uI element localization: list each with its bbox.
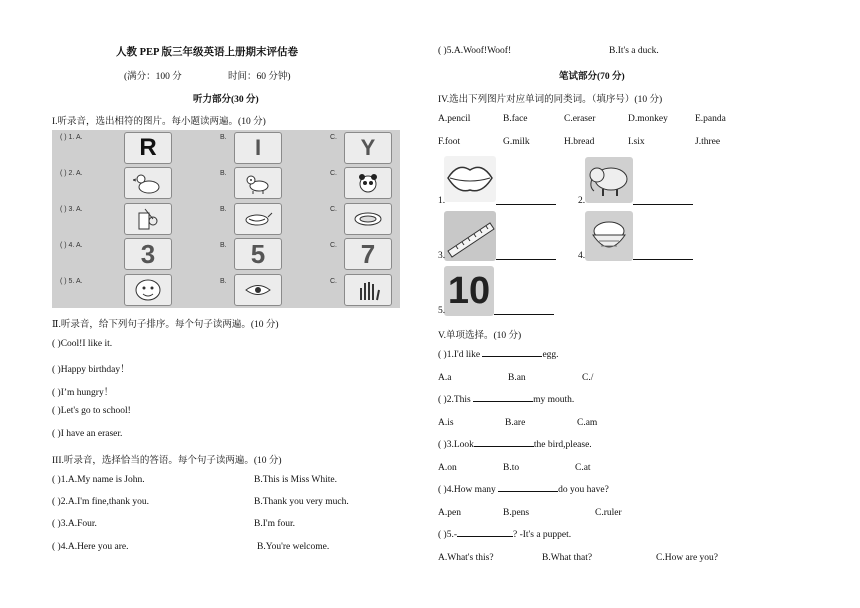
question-text-end: egg.	[542, 350, 559, 360]
section5-heading: V.单项选择。(10 分)	[438, 331, 522, 341]
answer-blank[interactable]	[633, 259, 693, 260]
option-a: A.is	[438, 418, 454, 428]
option-b-label: B.	[220, 134, 227, 141]
question-text: ( )5.-	[438, 530, 457, 540]
juice-icon	[124, 203, 172, 235]
number-5-icon: 5	[234, 238, 282, 270]
sentence-order-item: ( )I have an eraser.	[52, 429, 123, 439]
question-1	[438, 350, 559, 360]
hand-icon	[344, 274, 392, 306]
row-label: ( ) 2. A.	[60, 170, 83, 177]
option-c: C./	[582, 373, 594, 383]
option-a: A.on	[438, 463, 457, 473]
word-choice: F.foot	[438, 137, 461, 147]
question-text: ( )3.Look	[438, 440, 474, 450]
question-text-end: ? -It's a puppet.	[513, 530, 572, 540]
option-c-label: C.	[330, 242, 337, 249]
noodles-icon	[234, 203, 282, 235]
response-option-b: B.I'm four.	[254, 519, 296, 529]
question-2	[438, 395, 574, 405]
section1-heading: I.听录音，选出相符的图片。每小题读两遍。(10 分)	[52, 117, 266, 127]
question-blank[interactable]	[474, 446, 534, 447]
word-choice: I.six	[628, 137, 645, 147]
eye-icon	[234, 274, 282, 306]
section3-heading: III.听录音，选择恰当的答语。每个句子读两遍。(10 分)	[52, 456, 282, 466]
time-limit: 时间：60 分钟)	[228, 72, 291, 82]
response-option-a: ( )1.A.My name is John.	[52, 475, 145, 485]
option-b-label: B.	[220, 278, 227, 285]
response-option-a: ( )4.A.Here you are.	[52, 542, 129, 552]
option-c-label: C.	[330, 206, 337, 213]
listening-pictures-photo	[52, 130, 400, 308]
question-5	[438, 530, 571, 540]
option-a: A.What's this?	[438, 553, 494, 563]
sentence-order-item: ( )I’m hungry！	[52, 388, 114, 398]
duck-icon	[124, 167, 172, 199]
answer-blank[interactable]	[494, 314, 554, 315]
picture-number: 1.	[438, 196, 446, 206]
question-blank[interactable]	[473, 401, 533, 402]
word-choice: G.milk	[503, 137, 530, 147]
picture-number: 2.	[578, 196, 586, 206]
option-b: B.are	[505, 418, 526, 428]
sentence-order-item: ( )Let's go to school!	[52, 406, 131, 416]
question-text-end: my mouth.	[533, 395, 575, 405]
letter-i-icon: I	[234, 132, 282, 164]
row-label: ( ) 3. A.	[60, 206, 83, 213]
option-c-label: C.	[330, 170, 337, 177]
response-option-a: ( )2.A.I'm fine,thank you.	[52, 497, 149, 507]
letter-r-icon: R	[124, 132, 172, 164]
word-choice: J.three	[695, 137, 721, 147]
response-option-a: ( )3.A.Four.	[52, 519, 97, 529]
elephant-icon	[585, 157, 633, 203]
question-4	[438, 485, 609, 495]
question-text-end: the bird,please.	[533, 440, 592, 450]
sentence-order-item: ( )Cool!I like it.	[52, 339, 113, 349]
response-option-b: B.You're welcome.	[257, 542, 330, 552]
answer-blank[interactable]	[496, 204, 556, 205]
word-choice: E.panda	[695, 114, 726, 124]
face-icon	[124, 274, 172, 306]
option-b: B.an	[508, 373, 526, 383]
question-blank[interactable]	[482, 356, 542, 357]
option-c: C.ruler	[595, 508, 622, 518]
sentence-order-item: ( )Happy birthday！	[52, 365, 130, 375]
option-b-label: B.	[220, 206, 227, 213]
letter-y-icon: Y	[344, 132, 392, 164]
word-choice: C.eraser	[564, 114, 596, 124]
word-choice: D.monkey	[628, 114, 668, 124]
option-b: B.What that?	[542, 553, 593, 563]
option-b: B.pens	[503, 508, 530, 518]
rice-bowl-icon	[585, 211, 633, 261]
section2-heading: Ⅱ.听录音，给下列句子排序。每个句子读两遍。(10 分)	[52, 320, 279, 330]
option-b: B.to	[503, 463, 520, 473]
option-c: C.How are you?	[656, 553, 718, 563]
listening-heading: 听力部分(30 分)	[193, 95, 259, 105]
picture-number: 4.	[578, 251, 586, 261]
answer-blank[interactable]	[496, 259, 556, 260]
row-label: ( ) 1. A.	[60, 134, 83, 141]
number-7-icon: 7	[344, 238, 392, 270]
question-blank[interactable]	[457, 536, 513, 537]
response-option-b: B.It's a duck.	[609, 46, 659, 56]
option-c-label: C.	[330, 134, 337, 141]
option-c: C.am	[577, 418, 598, 428]
option-b-label: B.	[220, 242, 227, 249]
option-c: C.at	[575, 463, 591, 473]
number-10-text: 10	[447, 269, 491, 312]
word-choice: A.pencil	[438, 114, 471, 124]
question-text: ( )1.I'd like	[438, 350, 483, 360]
option-c-label: C.	[330, 278, 337, 285]
row-label: ( ) 5. A.	[60, 278, 83, 285]
number-3-icon: 3	[124, 238, 172, 270]
row-label: ( ) 4. A.	[60, 242, 83, 249]
response-option-b: B.Thank you very much.	[254, 497, 349, 507]
response-option-a: ( )5.A.Woof!Woof!	[438, 46, 512, 56]
written-heading: 笔试部分(70 分)	[559, 72, 625, 82]
question-text: ( )4.How many	[438, 485, 499, 495]
panda-icon	[344, 167, 392, 199]
exam-title: 人教 PEP 版三年级英语上册期末评估卷	[116, 47, 299, 58]
cake-icon	[344, 203, 392, 235]
picture-number: 3.	[438, 251, 446, 261]
ruler-icon	[444, 211, 496, 261]
question-blank[interactable]	[498, 491, 558, 492]
number-10-icon	[444, 266, 494, 316]
section4-heading: IV.选出下列图片对应单词的同类词。（填序号）(10 分)	[438, 95, 663, 105]
response-option-b: B.This is Miss White.	[254, 475, 337, 485]
question-3	[438, 440, 592, 450]
picture-number: 5.	[438, 306, 446, 316]
lips-icon	[444, 156, 496, 202]
full-score: (满分：100 分	[124, 72, 182, 82]
question-text: ( )2.This	[438, 395, 474, 405]
word-choice: H.bread	[564, 137, 595, 147]
option-b-label: B.	[220, 170, 227, 177]
option-a: A.a	[438, 373, 452, 383]
question-text-end: do you have?	[558, 485, 609, 495]
option-a: A.pen	[438, 508, 461, 518]
word-choice: B.face	[503, 114, 528, 124]
answer-blank[interactable]	[633, 204, 693, 205]
dog-icon	[234, 167, 282, 199]
